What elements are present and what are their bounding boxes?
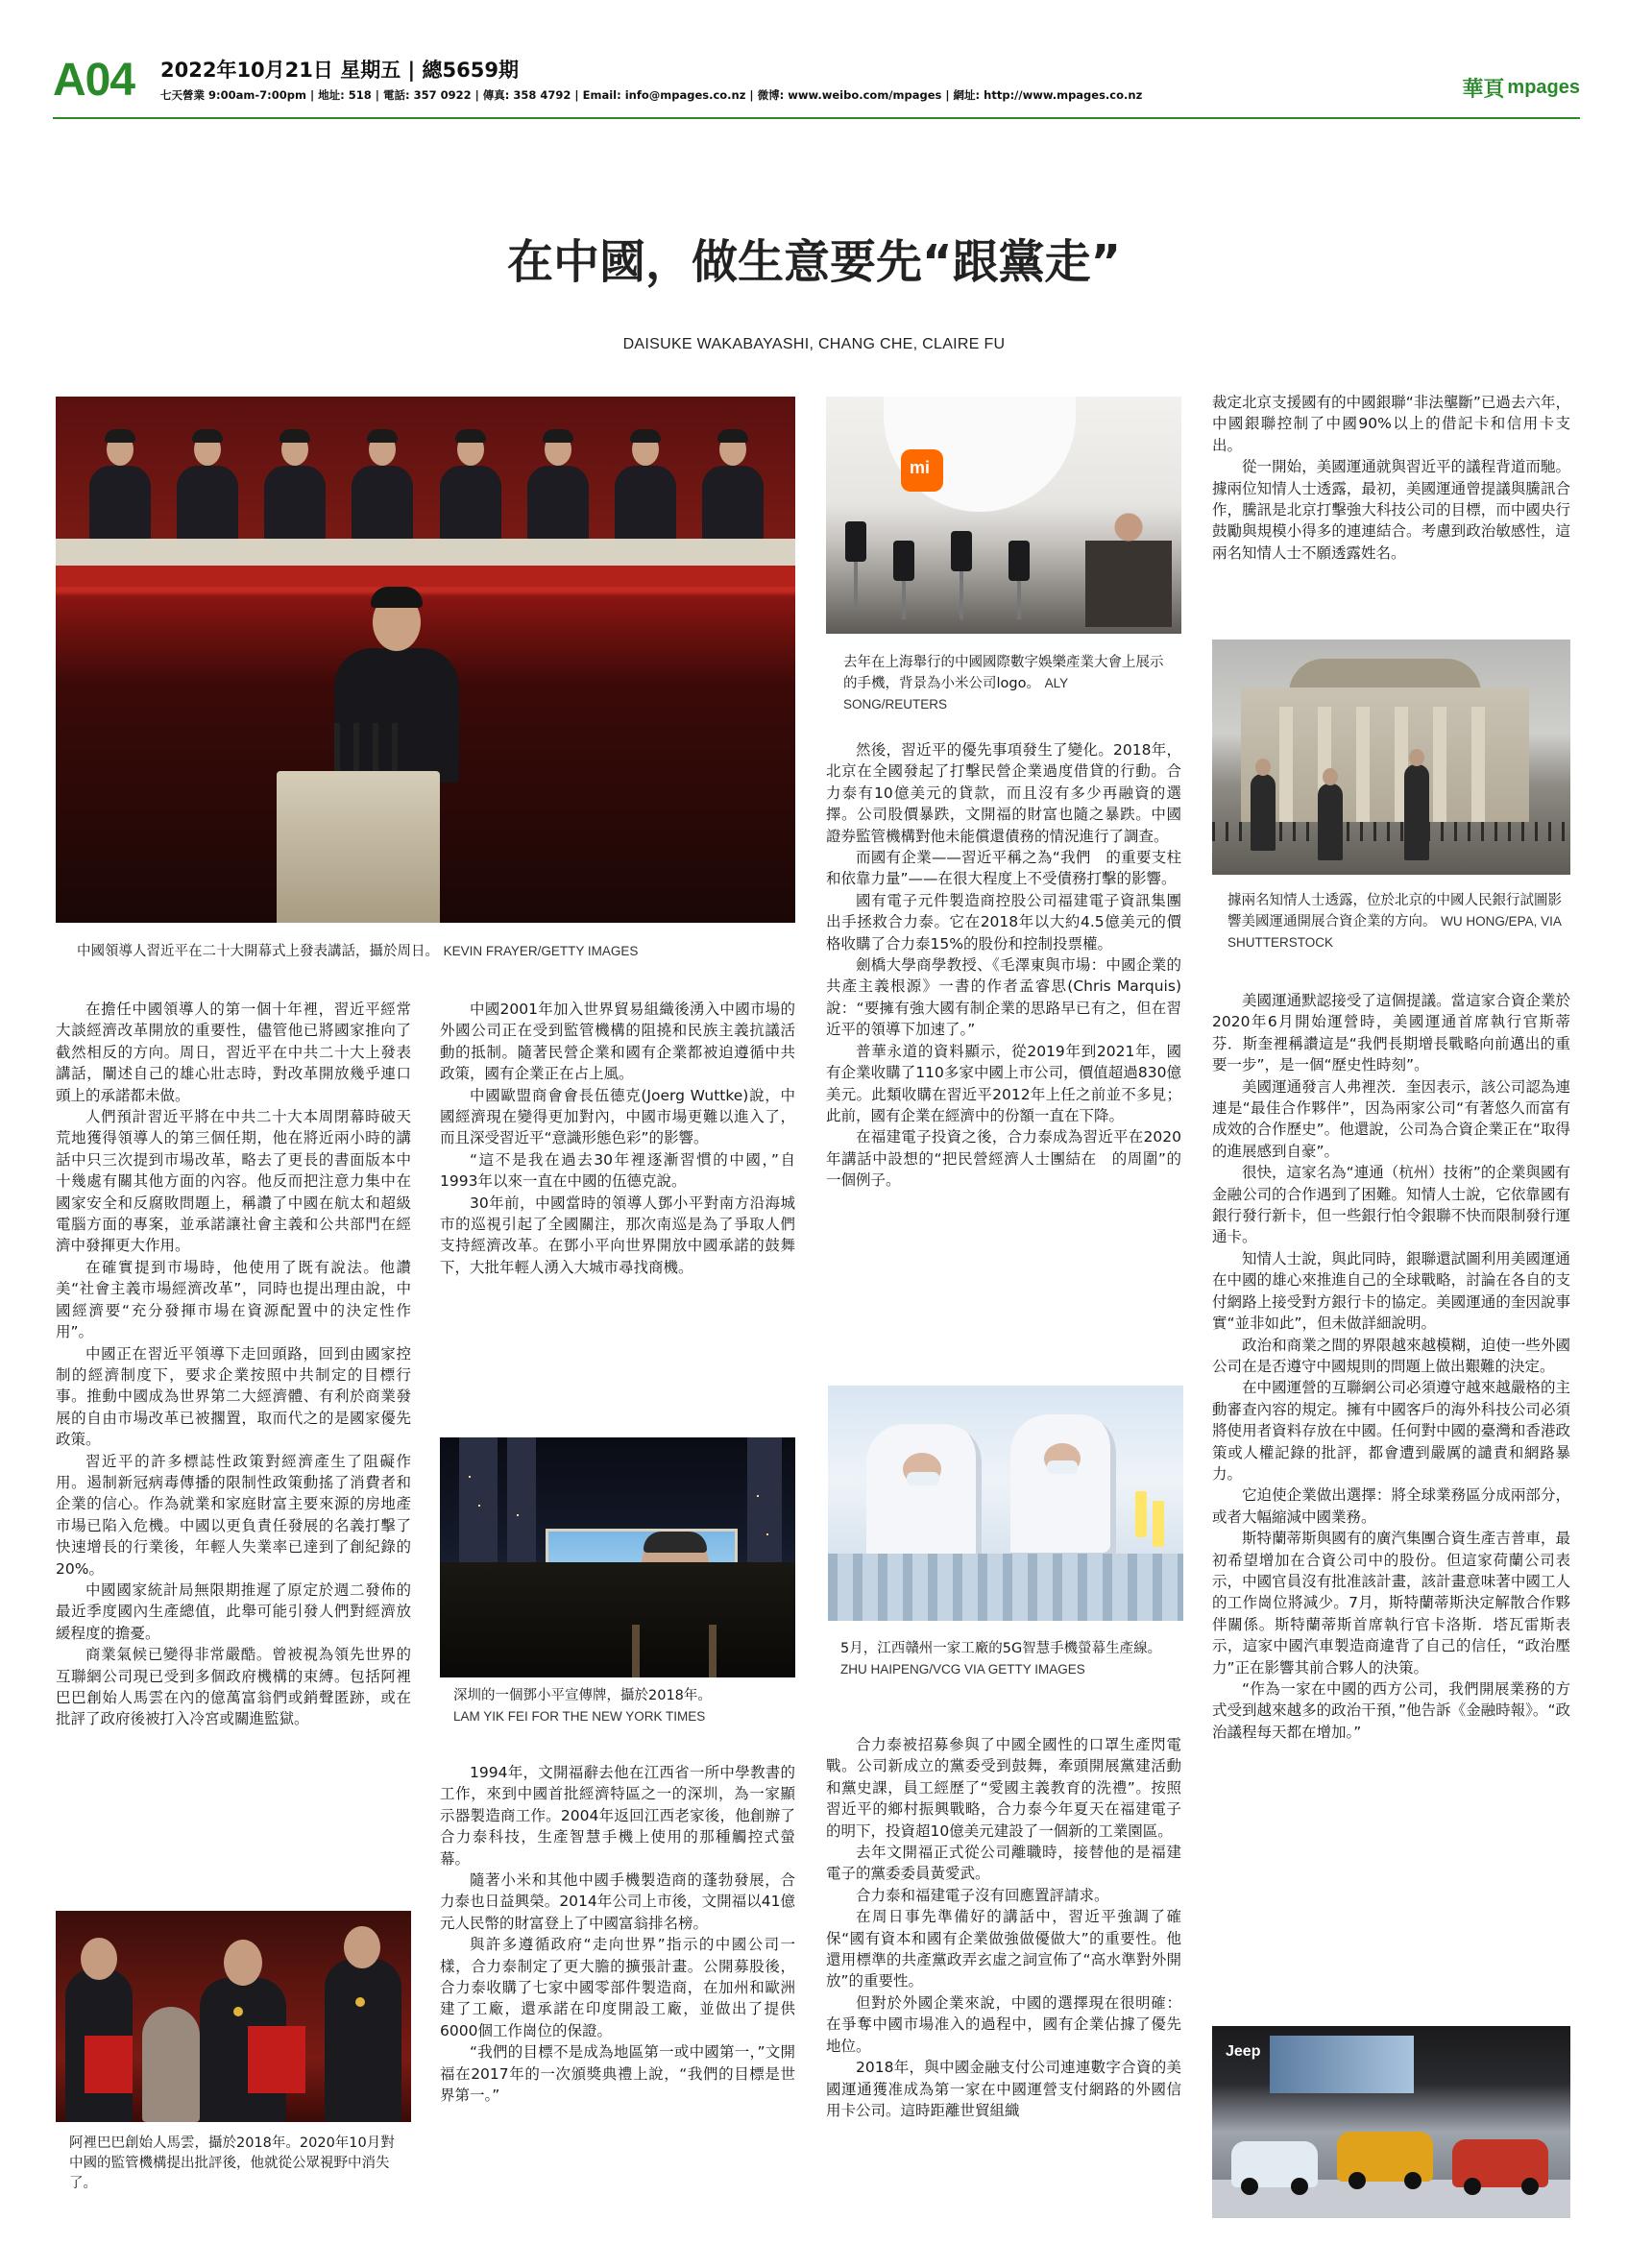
paragraph: 知情人士說，與此同時，銀聯還試圖利用美國運通在中國的雄心來推進自己的全球戰略，討論在各自的支付網路上接受對方銀行卡的協定。美國運通的奎因說事實“並非如此”，但未做詳細說明。 xyxy=(1212,1249,1570,1333)
deng-billboard-photo xyxy=(440,1437,795,1677)
column-4 xyxy=(1212,392,1570,564)
jackma-caption: 阿裡巴巴創始人馬雲，攝於2018年。2020年10月對中國的監管機構提出批評後，他就從公眾視野中消失了。 xyxy=(69,2135,395,2191)
paragraph: 普華永道的資料顯示，從2019年到2021年，國有企業收購了110多家中國上市公司，價值超過830億美元。此類收購在習近平2012年上任之前並不多見；此前，國有企業在經濟中的份額一直在下降。 xyxy=(826,1042,1181,1124)
logo-english: mpages xyxy=(1507,76,1580,98)
column-2b xyxy=(440,1762,795,2107)
xiaomi-caption xyxy=(843,653,1175,715)
paragraph: 但對於外國企業來說，中國的選擇現在很明確：在爭奪中國市場准入的過程中，國有企業佔據了優先地位。 xyxy=(826,1993,1181,2055)
paragraph: 美國運通默認接受了這個提議。當這家合資企業於2020年6月開始運營時，美國運通首席執行官斯蒂芬．斯奎裡稱讚這是“我們長期增長戰略向前邁出的重要一步”，是一個“歷史性時刻”。 xyxy=(1212,992,1570,1074)
xiaomi-photo xyxy=(826,397,1181,634)
jeep-logo-text: Jeep xyxy=(1226,2043,1261,2060)
paragraph: 1994年，文開福辭去他在江西省一所中學教書的工作，來到中國首批經濟特區之一的深圳，為一家顯示器製造商工作。2004年返回江西老家後，他創辦了合力泰科技，生產智慧手機上使用的那種觸控式螢幕。 xyxy=(440,1764,795,1868)
paragraph: 在福建電子投資之後，合力泰成為習近平在2020年講話中設想的“把民營經濟人士團結在 的周圍”的一個例子。 xyxy=(826,1128,1181,1190)
congress-photo xyxy=(56,397,795,923)
page-number: A04 xyxy=(53,55,135,106)
paragraph: 習近平的許多標誌性政策對經濟產生了阻礙作用。遏制新冠病毒傳播的限制性政策動搖了消費者和企業的信心。作為就業和家庭財富主要來源的房地產市場已陷入危機。中國以更負責任發展的名義打擊了快速增長的行業後，年輕人失業率已達到了創紀錄的20%。 xyxy=(56,1452,411,1578)
xiaomi-caption-text: 去年在上海舉行的中國國際數字娛樂產業大會上展示的手機，背景為小米公司logo。 xyxy=(843,655,1164,691)
mpages-logo xyxy=(1462,71,1580,104)
column-4b xyxy=(1212,990,1570,1743)
jeep-showroom-photo xyxy=(1212,2026,1570,2218)
paragraph: “我們的目標不是成為地區第一或中國第一，”文開福在2017年的一次頒獎典禮上說，“我們的目標是世界第一。” xyxy=(440,2043,795,2105)
paragraph: 而國有企業——習近平稱之為“我們 的重要支柱和依靠力量”——在很大程度上不受債務打擊的影響。 xyxy=(826,849,1181,888)
contact-info: 七天營業 9:00am-7:00pm | 地址: 518 | 電話: 357 0922 | 傳真: 358 4792 | Email: info@mpages.co.nz | 微博: www.weibo.com/mpages | 網址: http://www.mpages.co.nz xyxy=(160,88,1143,102)
paragraph: 30年前，中國當時的領導人鄧小平對南方沿海城市的巡視引起了全國關注，那次南巡是為了爭取人們支持經濟改革。在鄧小平向世界開放中國承諾的鼓舞下，大批年輕人湧入大城市尋找商機。 xyxy=(440,1194,795,1276)
paragraph: 中國2001年加入世界貿易組織後湧入中國市場的外國公司正在受到監管機構的阻撓和民族主義抗議活動的抵制。隨著民營企業和國有企業都被迫遵循中共政策，國有企業正在占上風。 xyxy=(440,1001,795,1083)
paragraph: 中國歐盟商會會長伍德克(Joerg Wuttke)說，中國經濟現在變得更加對內，中國市場更難以進入了，而且深受習近平“意識形態色彩”的影響。 xyxy=(440,1086,795,1147)
pboc-caption-text: 據兩名知情人士透露，位於北京的中國人民銀行試圖影響美國運通開展合資企業的方向。 xyxy=(1227,893,1562,929)
column-1 xyxy=(56,999,411,1730)
pboc-credit: WU HONG/EPA, VIA SHUTTERSTOCK xyxy=(1227,914,1562,950)
paragraph: 在確實提到市場時，他使用了既有說法。他讚美“社會主義市場經濟改革”，同時也提出理由說，中國經濟要“充分發揮市場在資源配置中的決定性作用”。 xyxy=(56,1258,411,1341)
paragraph: 然後，習近平的優先事項發生了變化。2018年，北京在全國發起了打擊民營企業過度借貸的行動。合力泰有10億美元的貸款，而且沒有多少再融資的選擇。公司股價暴跌，文開福的財富也隨之暴跌。中國證券監管機構對他未能償還債務的情況進行了調查。 xyxy=(826,741,1181,845)
column-3b xyxy=(826,1734,1181,2121)
paragraph: 商業氣候已變得非常嚴酷。曾被視為領先世界的互聯網公司現已受到多個政府機構的束縛。包括阿裡巴巴創始人馬雲在內的億萬富翁們或銷聲匿跡，或在批評了政府後被打入冷宮或關進監獄。 xyxy=(56,1646,411,1728)
masthead xyxy=(53,56,1580,113)
congress-credit: KEVIN FRAYER/GETTY IMAGES xyxy=(443,944,639,958)
jackma-photo xyxy=(56,1911,411,2122)
deng-credit: LAM YIK FEI FOR THE NEW YORK TIMES xyxy=(453,1709,706,1724)
paragraph: 在中國運營的互聯網公司必須遵守越來越嚴格的主動審查內容的規定。擁有中國客戶的海外科技公司必須將使用者資料存放在中國。任何對中國的臺灣和香港政策或人權記錄的批評，都會遭到嚴厲的譴責和網路暴力。 xyxy=(1212,1379,1570,1483)
paragraph: 去年文開福正式從公司離職時，接替他的是福建電子的黨委委員黃愛武。 xyxy=(826,1844,1181,1883)
factory-caption xyxy=(840,1639,1177,1680)
deng-caption-text: 深圳的一個鄧小平宣傳牌，攝於2018年。 xyxy=(453,1688,712,1703)
pboc-caption xyxy=(1227,891,1564,953)
article-byline: DAISUKE WAKABAYASHI, CHANG CHE, CLAIRE FU xyxy=(622,336,1006,352)
paragraph: 隨著小米和其他中國手機製造商的蓬勃發展，合力泰也日益興榮。2014年公司上市後，文開福以41億元人民幣的財富登上了中國富翁排名榜。 xyxy=(440,1871,795,1932)
paragraph: 合力泰被招募參與了中國全國性的口罩生產閃電戰。公司新成立的黨委受到鼓舞，牽頭開展黨建活動和黨史課，員工經歷了“愛國主義教育的洗禮”。按照習近平的鄉村振興戰略，合力泰今年夏天在福建電子的明下，投資超10億美元建設了一個新的工業園區。 xyxy=(826,1736,1181,1840)
logo-chinese: 華頁 xyxy=(1462,77,1505,102)
paragraph: “這不是我在過去30年裡逐漸習慣的中國，”自1993年以來一直在中國的伍德克說。 xyxy=(440,1150,795,1191)
paragraph: 中國正在習近平領導下走回頭路，回到由國家控制的經濟制度下，要求企業按照中共制定的目標行事。推動中國成為世界第二大經濟體、有利於商業發展的自由市場改革已被擱置，取而代之的是國家優先政策。 xyxy=(56,1344,411,1449)
paragraph: 合力泰和福建電子沒有回應置評請求。 xyxy=(856,1886,1109,1904)
pboc-photo xyxy=(1212,639,1570,875)
paragraph: 在擔任中國領導人的第一個十年裡，習近平經常大談經濟改革開放的重要性，儘管他已將國家推向了截然相反的方向。周日，習近平在中共二十大上發表講話，闡述自己的雄心壯志時，對改革開放幾乎連口頭上的承諾都未做。 xyxy=(56,1001,411,1104)
paragraph: 很快，這家名為“連通（杭州）技術”的企業與國有金融公司的合作遇到了困難。知情人士說，它依靠國有銀行發行新卡，但一些銀行怕令銀聯不快而限制發行運通卡。 xyxy=(1212,1164,1570,1246)
column-3 xyxy=(826,739,1181,1192)
factory-credit: ZHU HAIPENG/VCG VIA GETTY IMAGES xyxy=(840,1662,1085,1677)
header-rule xyxy=(53,117,1580,119)
paragraph: 裁定北京支援國有的中國銀聯“非法壟斷”已過去六年，中國銀聯控制了中國90%以上的借記卡和信用卡支出。 xyxy=(1212,394,1570,454)
paragraph: 在周日事先準備好的講話中，習近平強調了確保“國有資本和國有企業做強做優做大”的重要性。他還用標準的共產黨政弄玄虛之詞宣佈了“高水準對外開放”的重要性。 xyxy=(826,1908,1181,1991)
paragraph: 美國運通發言人弗裡茨．奎因表示，該公司認為連連是“最佳合作夥伴”，因為兩家公司“有著悠久而富有成效的合作歷史”。他還說，公司為合資企業正在“取得的進展感到自豪”。 xyxy=(1212,1077,1570,1160)
article-headline: 在中國，做生意要先“跟黨走” xyxy=(506,235,1122,289)
xiaomi-credit: ALY SONG/REUTERS xyxy=(843,676,1068,712)
paragraph: “作為一家在中國的西方公司，我們開展業務的方式受到越來越多的政治干預，”他告訴《金融時報》。“政治議程每天都在增加。” xyxy=(1212,1680,1570,1741)
paragraph: 斯特蘭蒂斯與國有的廣汽集團合資生產吉普車，最初希望增加在合資公司中的股份。但這家荷蘭公司表示，中國官員沒有批准該計畫，該計畫意味著中國工人的工作崗位將減少。7月，斯特蘭蒂斯決定解散合作夥伴關係。斯特蘭蒂斯首席執行官卡洛斯．塔瓦雷斯表示，這家中國汽車製造商違背了自己的信任，“政治壓力”正在影響其前合夥人的決策。 xyxy=(1212,1530,1570,1677)
paragraph: 它迫使企業做出選擇：將全球業務區分成兩部分，或者大幅縮減中國業務。 xyxy=(1212,1486,1570,1526)
deng-caption xyxy=(453,1686,790,1726)
paragraph: 國有電子元件製造商控股公司福建電子資訊集團出手拯救合力泰。它在2018年以大約4.5億美元的價格收購了合力泰15%的股份和控制投票權。 xyxy=(826,891,1181,953)
paragraph: 與許多遵循政府“走向世界”指示的中國公司一樣，合力泰制定了更大膽的擴張計畫。公開募股後，合力泰收購了七家中國零部件製造商，在加州和歐洲建了工廠，還承諾在印度開設工廠，並做出了提供6000個工作崗位的保證。 xyxy=(440,1936,795,2039)
issue-date: 2022年10月21日 星期五 | 總5659期 xyxy=(160,59,519,82)
factory-photo xyxy=(828,1386,1183,1621)
paragraph: 劍橋大學商學教授、《毛澤東與市場：中國企業的共產主義根源》一書的作者孟睿思(Chris Marquis)說：“要擁有強大國有制企業的思路早已有之，但在習近平的領導下加速了。” xyxy=(826,956,1181,1039)
paragraph: 從一開始，美國運通就與習近平的議程背道而馳。據兩位知情人士透露，最初，美國運通曾提議與騰訊合作，騰訊是北京打擊強大科技公司的目標，而中國央行鼓勵與規模小得多的連連結合。考慮到政治敏感性，這兩名知情人士不願透露姓名。 xyxy=(1212,458,1570,562)
factory-caption-text: 5月，江西贛州一家工廠的5G智慧手機螢幕生產線。 xyxy=(840,1641,1162,1656)
paragraph: 中國國家統計局無限期推遲了原定於週二發佈的最近季度國內生產總值，此舉可能引發人們對經濟放緩程度的擔憂。 xyxy=(56,1580,411,1642)
paragraph: 2018年，與中國金融支付公司連連數字合資的美國運通獲准成為第一家在中國運營支付網路的外國信用卡公司。這時距離世貿組織 xyxy=(826,2059,1181,2119)
column-2 xyxy=(440,999,795,1278)
paragraph: 人們預計習近平將在中共二十大本周閉幕時破天荒地獲得領導人的第三個任期，他在將近兩小時的講話中只三次提到市場改革，略去了更長的書面版本中十幾處有關其他方面的內容。他反而把注意力集中在國家安全和反腐敗問題上，稱讚了中國在航太和超級電腦方面的專案，並承諾讓社會主義和公共部門在經濟中發揮更大作用。 xyxy=(56,1108,411,1255)
congress-caption xyxy=(77,941,807,962)
xiaomi-logo-text: mi xyxy=(910,458,931,477)
congress-caption-text: 中國領導人習近平在二十大開幕式上發表講話，攝於周日。 xyxy=(77,944,439,959)
paragraph: 政治和商業之間的界限越來越模糊，迫使一些外國公司在是否遵守中國規則的問題上做出艱難的決定。 xyxy=(1212,1336,1570,1375)
